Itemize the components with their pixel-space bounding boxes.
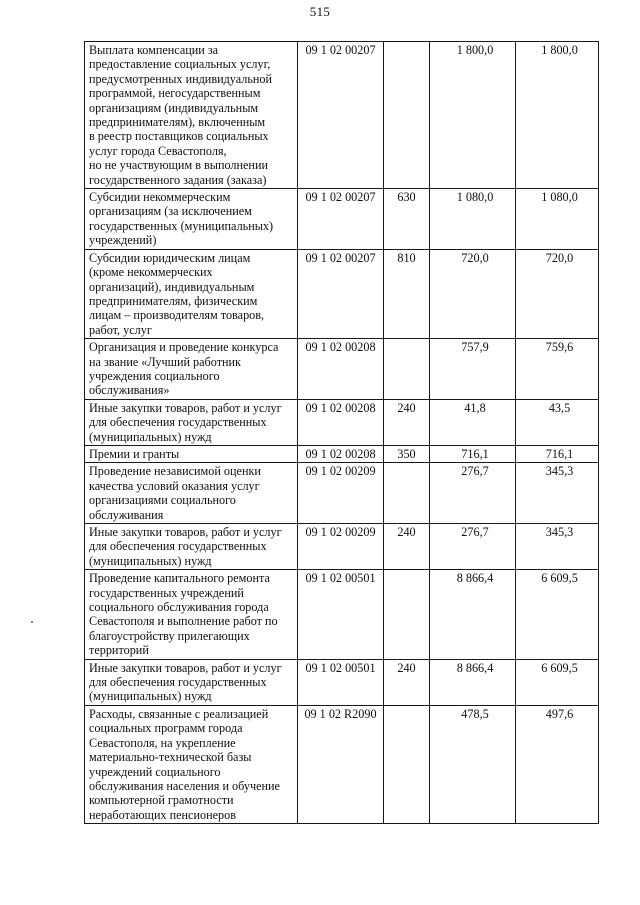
row-expense-type: 240: [384, 399, 430, 445]
row-amount-year-2: 1 080,0: [516, 189, 599, 250]
row-expense-type: [384, 570, 430, 659]
row-expense-type: 350: [384, 445, 430, 462]
row-target-code: 09 1 02 00207: [298, 42, 384, 189]
row-target-code: 09 1 02 00207: [298, 189, 384, 250]
row-expense-type: [384, 42, 430, 189]
row-amount-year-2: 720,0: [516, 249, 599, 338]
page-number: 515: [309, 4, 331, 19]
row-target-code: 09 1 02 00208: [298, 339, 384, 400]
row-description: Иные закупки товаров, работ и услуг для обеспечения государственных (муниципальных) нужд: [85, 659, 298, 705]
row-description: Выплата компенсации за предоставление социальных услуг, предусмотренных индивидуальной программой, негосударственным организациям (индивидуальным предпринимателям), включенным в реестр поставщиков социальных услуг города Севастополя, но не участвующим в выполнении государственного задания (заказа): [85, 42, 298, 189]
row-amount-year-1: 1 800,0: [430, 42, 516, 189]
row-amount-year-2: 1 800,0: [516, 42, 599, 189]
row-amount-year-1: 276,7: [430, 524, 516, 570]
row-amount-year-1: 720,0: [430, 249, 516, 338]
table-row: [85, 659, 599, 705]
table-row: [85, 189, 599, 250]
table-row: [85, 445, 599, 462]
row-target-code: 09 1 02 00208: [298, 445, 384, 462]
table-row: [85, 249, 599, 338]
row-amount-year-2: 345,3: [516, 463, 599, 524]
row-amount-year-2: 716,1: [516, 445, 599, 462]
row-amount-year-2: 6 609,5: [516, 570, 599, 659]
table-row: [85, 570, 599, 659]
row-amount-year-2: 345,3: [516, 524, 599, 570]
row-target-code: 09 1 02 R2090: [298, 705, 384, 823]
row-expense-type: [384, 705, 430, 823]
table-body: [85, 42, 599, 824]
row-amount-year-1: 276,7: [430, 463, 516, 524]
row-description: Проведение капитального ремонта государственных учреждений социального обслуживания города Севастополя и выполнение работ по благоустройству прилегающих территорий: [85, 570, 298, 659]
row-amount-year-2: 497,6: [516, 705, 599, 823]
row-amount-year-2: 6 609,5: [516, 659, 599, 705]
row-amount-year-2: 43,5: [516, 399, 599, 445]
row-expense-type: 240: [384, 659, 430, 705]
row-expense-type: 810: [384, 249, 430, 338]
row-expense-type: [384, 463, 430, 524]
row-amount-year-1: 757,9: [430, 339, 516, 400]
row-target-code: 09 1 02 00501: [298, 659, 384, 705]
row-description: Проведение независимой оценки качества условий оказания услуг организациями социального обслуживания: [85, 463, 298, 524]
row-target-code: 09 1 02 00209: [298, 463, 384, 524]
row-description: Субсидии юридическим лицам (кроме некоммерческих организаций), индивидуальным предпринимателям, физическим лицам – производителям товаров, работ, услуг: [85, 249, 298, 338]
row-expense-type: 630: [384, 189, 430, 250]
row-amount-year-1: 8 866,4: [430, 659, 516, 705]
row-target-code: 09 1 02 00501: [298, 570, 384, 659]
row-amount-year-1: 8 866,4: [430, 570, 516, 659]
row-amount-year-2: 759,6: [516, 339, 599, 400]
table-row: [85, 42, 599, 189]
row-description: Иные закупки товаров, работ и услуг для обеспечения государственных (муниципальных) нужд: [85, 399, 298, 445]
table-row: [85, 399, 599, 445]
row-amount-year-1: 478,5: [430, 705, 516, 823]
table-row: [85, 463, 599, 524]
row-description: Иные закупки товаров, работ и услуг для обеспечения государственных (муниципальных) нужд: [85, 524, 298, 570]
row-amount-year-1: 1 080,0: [430, 189, 516, 250]
row-expense-type: [384, 339, 430, 400]
table-row: [85, 705, 599, 823]
row-description: Расходы, связанные с реализацией социальных программ города Севастополя, на укрепление материально-технической базы учреждений социального обслуживания населения и обучение компьютерной грамотности неработающих пенсионеров: [85, 705, 298, 823]
row-target-code: 09 1 02 00209: [298, 524, 384, 570]
row-amount-year-1: 41,8: [430, 399, 516, 445]
row-description: Субсидии некоммерческим организациям (за исключением государственных (муниципальных) учреждений): [85, 189, 298, 250]
row-expense-type: 240: [384, 524, 430, 570]
scan-speck: [31, 621, 33, 623]
row-target-code: 09 1 02 00208: [298, 399, 384, 445]
table-row: [85, 339, 599, 400]
table-row: [85, 524, 599, 570]
row-amount-year-1: 716,1: [430, 445, 516, 462]
budget-table: [84, 41, 599, 824]
row-description: Организация и проведение конкурса на звание «Лучший работник учреждения социального обслуживания»: [85, 339, 298, 400]
row-description: Премии и гранты: [85, 445, 298, 462]
row-target-code: 09 1 02 00207: [298, 249, 384, 338]
